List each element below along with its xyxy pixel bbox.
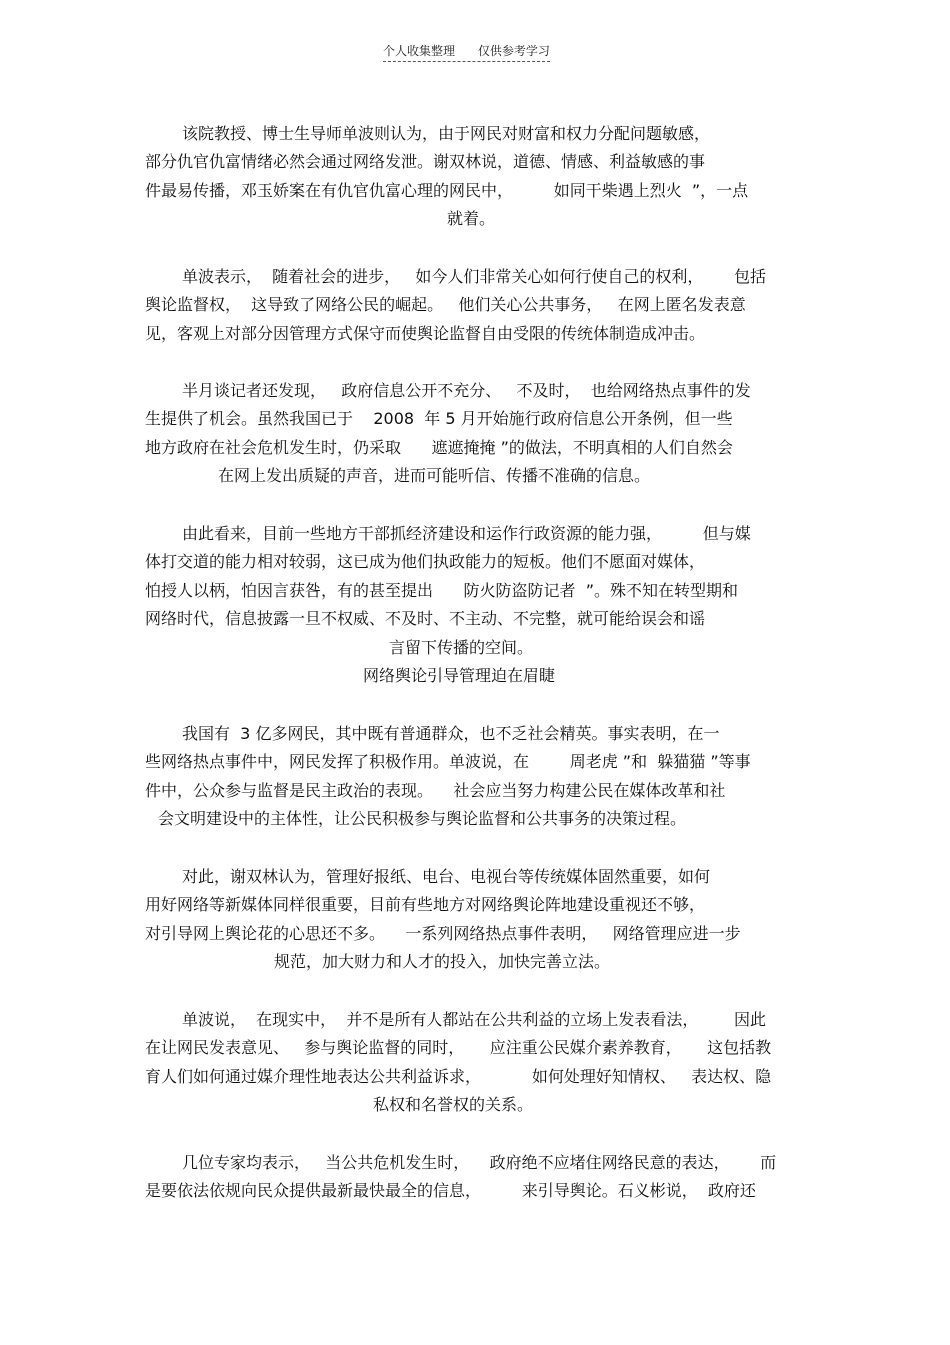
paragraph-line: 单波表示， 随着社会的进步， 如今人们非常关心如何行使自己的权利， 包括 (182, 267, 766, 286)
paragraph-line: 言留下传播的空间。 (389, 638, 534, 657)
paragraph-line: 私权和名誉权的关系。 (373, 1095, 534, 1114)
paragraph-line: 在网上发出质疑的声音，进而可能听信、传播不准确的信息。 (218, 466, 651, 485)
paragraph-line: 是要依法依规向民众提供最新最快最全的信息， 来引导舆论。石义彬说， 政府还 (145, 1181, 756, 1200)
paragraph-line: 对此，谢双林认为，管理好报纸、电台、电视台等传统媒体固然重要，如何 (182, 867, 711, 886)
paragraph-line: 对引导网上舆论花的心思还不多。 一系列网络热点事件表明， 网络管理应进一步 (145, 924, 741, 943)
paragraph-line: 用好网络等新媒体同样很重要，目前有些地方对网络舆论阵地建设重视还不够， (145, 895, 706, 914)
page-header: 个人收集整理 仅供参考学习 (383, 42, 550, 62)
paragraph-line: 部分仇官仇富情绪必然会通过网络发泄。谢双林说，道德、情感、利益敏感的事 (145, 152, 706, 171)
section-heading: 网络舆论引导管理迫在眉睫 (363, 666, 556, 685)
paragraph-line: 舆论监督权， 这导致了网络公民的崛起。 他们关心公共事务， 在网上匿名发表意 (145, 295, 746, 314)
paragraph-line: 怕授人以柄，怕因言获咎，有的甚至提出 防火防盗防记者 ”。殊不知在转型期和 (145, 581, 738, 600)
paragraph-line: 件中，公众参与监督是民主政治的表现。 社会应当努力构建公民在媒体改革和社 (145, 781, 726, 800)
paragraph-line: 我国有 3 亿多网民，其中既有普通群众，也不乏社会精英。事实表明，在一 (182, 724, 720, 743)
paragraph-line: 见，客观上对部分因管理方式保守而使舆论监督自由受限的传统体制造成冲击。 (145, 324, 706, 343)
paragraph-line: 就着。 (447, 209, 496, 228)
paragraph-line: 会文明建设中的主体性，让公民积极参与舆论监督和公共事务的决策过程。 (158, 809, 687, 828)
paragraph-line: 该院教授、博士生导师单波则认为，由于网民对财富和权力分配问题敏感， (182, 124, 711, 143)
paragraph-line: 在让网民发表意见、 参与舆论监督的同时， 应注重公民媒介素养教育， 这包括教 (145, 1038, 772, 1057)
paragraph-line: 体打交道的能力相对较弱，这已成为他们执政能力的短板。他们不愿面对媒体， (145, 552, 706, 571)
paragraph-line: 网络时代，信息披露一旦不权威、不及时、不主动、不完整，就可能给误会和谣 (145, 609, 706, 628)
paragraph-line: 件最易传播，邓玉娇案在有仇官仇富心理的网民中， 如同干柴遇上烈火 ”，一点 (145, 181, 749, 200)
paragraph-line: 单波说， 在现实中， 并不是所有人都站在公共利益的立场上发表看法， 因此 (182, 1010, 766, 1029)
paragraph-line: 半月谈记者还发现， 政府信息公开不充分、 不及时， 也给网络热点事件的发 (182, 381, 751, 400)
paragraph-line: 些网络热点事件中，网民发挥了积极作用。单波说，在 周老虎 ”和 躲猫猫 ”等事 (145, 752, 751, 771)
paragraph-line: 育人们如何通过媒介理性地表达公共利益诉求， 如何处理好知情权、 表达权、隐 (145, 1067, 772, 1086)
paragraph-line: 地方政府在社会危机发生时，仍采取 遮遮掩掩 ”的做法，不明真相的人们自然会 (145, 438, 733, 457)
paragraph-line: 规范，加大财力和人才的投入，加快完善立法。 (274, 952, 611, 971)
paragraph-line: 生提供了机会。虽然我国已于 2008 年 5 月开始施行政府信息公开条例，但一些 (145, 409, 733, 428)
paragraph-line: 由此看来，目前一些地方干部抓经济建设和运作行政资源的能力强， 但与媒 (182, 524, 751, 543)
paragraph-line: 几位专家均表示， 当公共危机发生时， 政府绝不应堵住网络民意的表达， 而 (182, 1153, 777, 1172)
